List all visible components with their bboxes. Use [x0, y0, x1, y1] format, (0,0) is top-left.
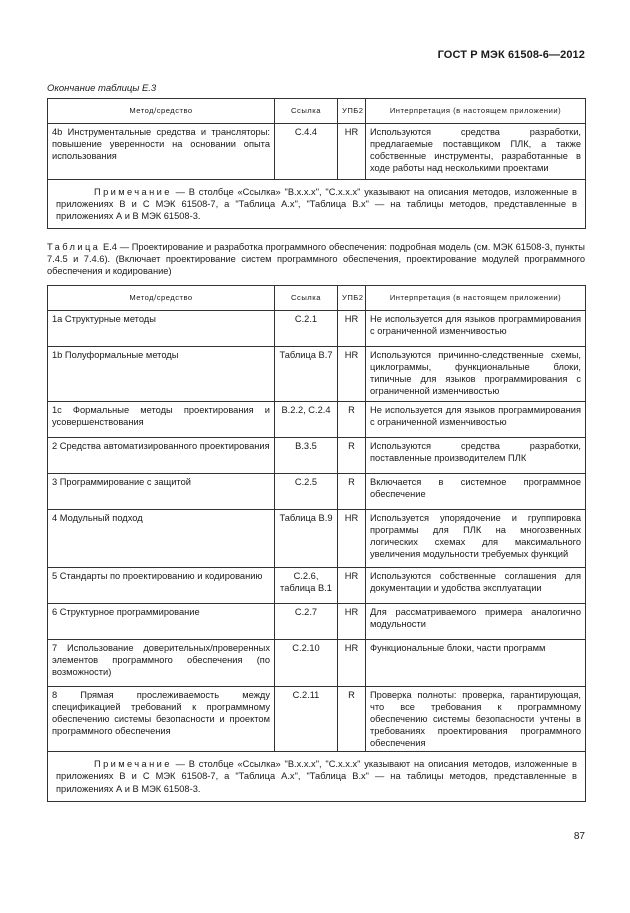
interpretation-cell: Используются средства разработки, предлагаемые поставщиком ПЛК, а также собственные инструменты, разработанные в ходе работы над несколькими проектами: [366, 124, 586, 180]
interpretation-cell: Для рассматриваемого примера аналогично модульности: [366, 604, 586, 640]
table-row: [48, 568, 586, 604]
table-e4-caption: [47, 241, 585, 277]
note-row: [48, 180, 586, 229]
interpretation-cell: Проверка полноты: проверка, гарантирующая, что все требования к программному обеспечению системы безопасности учтены в требованиях проектирования программного обеспечения: [366, 687, 586, 752]
reference-cell: В.2.2, С.2.4: [275, 402, 338, 438]
note-text: — В столбце «Ссылка» "В.x.x.x", "С.x.x.x" указывают на описания методов, изложенные в приложениях В и С МЭК 61508-7, а "Таблица А.x", "Таблица В.x" — на таблицы методов, представленные в приложениях А и В МЭК 61508-3.: [56, 759, 577, 794]
upb2-cell: HR: [338, 568, 366, 604]
method-cell: 2 Средства автоматизированного проектирования: [48, 438, 275, 474]
col-interpretation: Интерпретация (в настоящем приложении): [366, 99, 586, 124]
note-text: — В столбце «Ссылка» "В.x.x.x", "С.x.x.x" указывают на описания методов, изложенные в приложениях В и С МЭК 61508-7, а "Таблица А.x", "Таблица В.x" — на таблицы методов, представленные в приложениях А и В МЭК 61508-3.: [56, 187, 577, 222]
table-e4: [47, 285, 586, 802]
upb2-cell: R: [338, 687, 366, 752]
continuation-title: Окончание таблицы Е.3: [47, 83, 157, 94]
method-cell: 4 Модульный подход: [48, 510, 275, 568]
table-row: [48, 510, 586, 568]
col-upb2: УПБ2: [338, 286, 366, 311]
table-row: [48, 402, 586, 438]
method-cell: 5 Стандарты по проектированию и кодированию: [48, 568, 275, 604]
table-header-row: [48, 99, 586, 124]
upb2-cell: HR: [338, 347, 366, 402]
interpretation-cell: Не используется для языков программирования с ограниченной изменчивостью: [366, 311, 586, 347]
table-header-row: [48, 286, 586, 311]
upb2-cell: HR: [338, 604, 366, 640]
reference-cell: С.2.11: [275, 687, 338, 752]
col-method: Метод/средство: [48, 99, 275, 124]
method-cell: 1b Полуформальные методы: [48, 347, 275, 402]
interpretation-cell: Используется упорядочение и группировка программы для ПЛК на многозвенных логических схемах для максимального увеличения модульности требуемых функций: [366, 510, 586, 568]
table-row: [48, 311, 586, 347]
method-cell: 3 Программирование с защитой: [48, 474, 275, 510]
col-reference: Ссылка: [275, 99, 338, 124]
upb2-cell: R: [338, 438, 366, 474]
col-upb2: УПБ2: [338, 99, 366, 124]
note-label: Примечание: [94, 759, 172, 770]
col-method: Метод/средство: [48, 286, 275, 311]
reference-cell: Таблица В.9: [275, 510, 338, 568]
method-cell: 1с Формальные методы проектирования и усовершенствования: [48, 402, 275, 438]
caption-text: Е.4 — Проектирование и разработка программного обеспечения: подробная модель (см. МЭК 61508-3, пункты 7.4.5 и 7.4.6). (Включает проектирование систем программного обеспечения, проектирование модулей программного обеспечения и кодирование): [47, 242, 585, 277]
note-row: [48, 752, 586, 801]
interpretation-cell: Включается в системное программное обеспечение: [366, 474, 586, 510]
table-note: [48, 180, 586, 229]
table-e3: [47, 98, 586, 229]
standard-header: ГОСТ Р МЭК 61508-6—2012: [437, 49, 585, 61]
col-interpretation: Интерпретация (в настоящем приложении): [366, 286, 586, 311]
table-row: [48, 347, 586, 402]
method-cell: 6 Структурное программирование: [48, 604, 275, 640]
interpretation-cell: Функциональные блоки, части программ: [366, 640, 586, 687]
method-cell: 1а Структурные методы: [48, 311, 275, 347]
interpretation-cell: Не используется для языков программирования с ограниченной изменчивостью: [366, 402, 586, 438]
upb2-cell: HR: [338, 124, 366, 180]
upb2-cell: R: [338, 402, 366, 438]
table-row: [48, 687, 586, 752]
table-row: [48, 438, 586, 474]
method-cell: 7 Использование доверительных/проверенных элементов программного обеспечения (по возможности): [48, 640, 275, 687]
table-row: [48, 604, 586, 640]
upb2-cell: HR: [338, 311, 366, 347]
table-note: [48, 752, 586, 801]
reference-cell: С.2.10: [275, 640, 338, 687]
interpretation-cell: Используются средства разработки, поставленные производителем ПЛК: [366, 438, 586, 474]
interpretation-cell: Используются собственные соглашения для документации и удобства эксплуатации: [366, 568, 586, 604]
note-label: Примечание: [94, 187, 172, 197]
interpretation-cell: Используются причинно-следственные схемы, циклограммы, функциональные блоки, типичные для языков программирования с ограниченной изменчивостью: [366, 347, 586, 402]
reference-cell: С.2.5: [275, 474, 338, 510]
reference-cell: С.2.6, таблица В.1: [275, 568, 338, 604]
table-row: [48, 124, 586, 180]
reference-cell: С.2.7: [275, 604, 338, 640]
upb2-cell: R: [338, 474, 366, 510]
caption-label: Таблица: [47, 242, 101, 252]
method-cell: 4b Инструментальные средства и трансляторы: повышение уверенности на основании опыта использования: [48, 124, 275, 180]
reference-cell: С.2.1: [275, 311, 338, 347]
table-row: [48, 640, 586, 687]
upb2-cell: HR: [338, 640, 366, 687]
reference-cell: Таблица В.7: [275, 347, 338, 402]
method-cell: 8 Прямая прослеживаемость между спецификацией требований к программному обеспечению системы безопасности и проектом программного обеспечения: [48, 687, 275, 752]
upb2-cell: HR: [338, 510, 366, 568]
reference-cell: С.4.4: [275, 124, 338, 180]
page-number: 87: [573, 831, 585, 842]
col-reference: Ссылка: [275, 286, 338, 311]
table-row: [48, 474, 586, 510]
reference-cell: В.3.5: [275, 438, 338, 474]
